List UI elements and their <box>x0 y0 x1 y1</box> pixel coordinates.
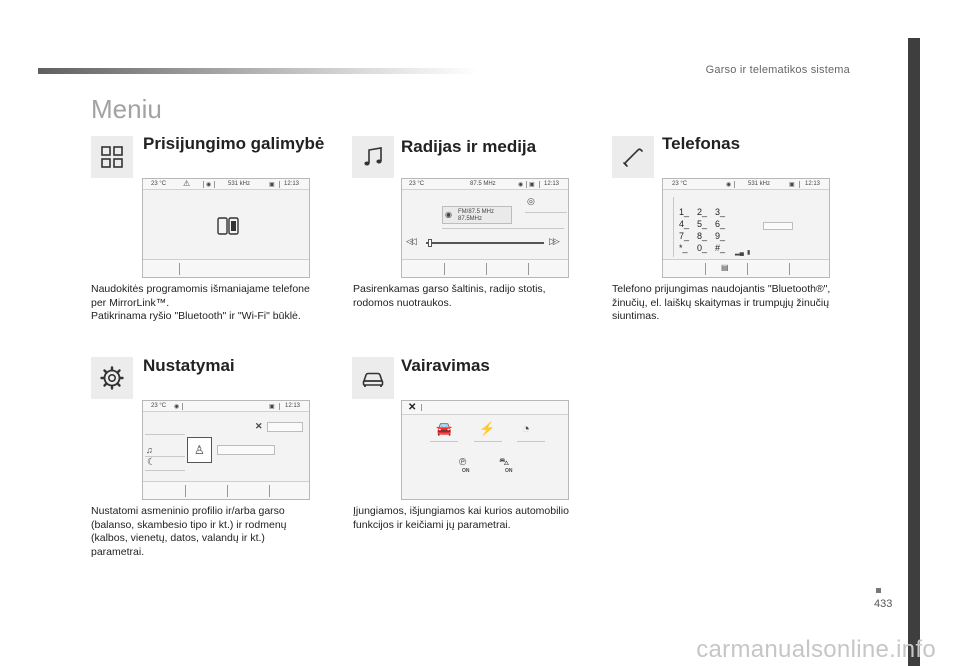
settings-description: Nustatomi asmeninio profilio ir/arba garso (balanso, skambesio tipo ir kt.) ir rodmenų (kalbos, vienetų, datos, valandų ir kt.) parametrai. <box>91 505 287 558</box>
radio-signal-icon: ◉ <box>206 182 212 188</box>
page-heading: Meniu <box>91 94 162 124</box>
phone-icon-box[interactable] <box>612 136 654 178</box>
station-line-2: 87.5MHz <box>458 216 483 222</box>
line <box>517 441 545 442</box>
temp-readout: 23 °C <box>409 181 425 187</box>
audio-settings-icon[interactable]: ♫ <box>146 445 153 455</box>
divider <box>486 263 487 275</box>
grid-icon <box>99 144 125 170</box>
on-label-2: ON <box>505 468 513 474</box>
car-function-icon[interactable]: 🚘 <box>436 421 453 436</box>
freq-readout: 87.5 MHz <box>470 181 496 187</box>
music-note-icon <box>360 144 386 170</box>
separator <box>279 181 280 188</box>
gauge-icon[interactable]: ◔ <box>522 421 530 436</box>
keypad-key-0[interactable]: 0_ <box>697 243 708 253</box>
driving-icon-box[interactable] <box>352 357 394 399</box>
radio-signal-icon: ◉ <box>518 182 524 188</box>
connectivity-description: Naudokitės programomis išmaniajame telefone per MirrorLink™. Patikrinama ryšio "Bluetooth" ir "Wi-Fi" būklė. <box>91 283 310 322</box>
sidebar-bar <box>908 38 920 666</box>
freq-readout: 531 kHz <box>748 181 771 187</box>
divider <box>747 263 748 275</box>
divider <box>185 485 186 497</box>
keypad-key-8[interactable]: 8_ <box>697 231 708 241</box>
parking-assist-icon[interactable]: ℗ <box>459 457 467 468</box>
temp-readout: 23 °C <box>672 181 688 187</box>
radio-signal-icon: ◉ <box>726 182 732 188</box>
keypad-key-2[interactable]: 2_ <box>697 207 708 217</box>
seek-forward-icon[interactable]: ▷▷ <box>549 236 557 246</box>
page-number: 433 <box>874 598 893 610</box>
separator <box>203 181 204 188</box>
separator <box>421 404 422 411</box>
status-bar <box>663 179 829 190</box>
settings-title: Nustatymai <box>143 356 235 375</box>
time-readout: 12:13 <box>284 181 300 187</box>
phone-handset-icon <box>620 144 646 170</box>
divider <box>269 485 270 497</box>
header-title: Garso ir telematikos sistema <box>705 64 850 76</box>
divider <box>227 485 228 497</box>
settings-icon-box[interactable] <box>91 357 133 399</box>
line <box>474 441 502 442</box>
keypad-key-star[interactable]: *_ <box>679 243 688 253</box>
line <box>525 212 567 213</box>
frequency-slider[interactable] <box>426 242 544 244</box>
separator <box>799 181 800 188</box>
time-readout: 12:13 <box>544 181 560 187</box>
media-icon: ▣ <box>529 182 535 188</box>
contacts-icon[interactable]: ▤ <box>721 263 729 272</box>
keypad-key-5[interactable]: 5_ <box>697 219 708 229</box>
station-line-1: FM/87.5 MHz <box>458 209 495 215</box>
connectivity-title: Prisijungimo galimybė <box>143 134 325 153</box>
watermark: carmanualsonline.info <box>696 636 936 663</box>
keypad-divider <box>673 197 674 257</box>
signal-strength-icon: ▂▄ <box>735 250 744 256</box>
bottom-bar <box>143 259 309 277</box>
connectivity-screen <box>142 178 310 278</box>
gear-icon <box>99 365 125 391</box>
status-bar <box>143 179 309 190</box>
media-icon: ▣ <box>789 182 795 188</box>
slider-handle[interactable] <box>428 239 432 247</box>
separator <box>526 181 527 188</box>
divider <box>444 263 445 275</box>
radio-signal-icon: ◉ <box>174 404 180 410</box>
line <box>145 434 185 435</box>
moon-icon[interactable]: ☾ <box>147 457 156 468</box>
mirrorlink-icon[interactable] <box>216 215 240 237</box>
close-icon[interactable]: ✕ <box>255 421 263 431</box>
status-bar <box>402 179 568 190</box>
driving-description: Įjungiamos, išjungiamos kai kurios automobilio funkcijos ir keičiami jų parametrai. <box>353 505 569 531</box>
separator <box>279 403 280 410</box>
temp-readout: 23 °C <box>151 403 167 409</box>
car-icon <box>360 365 386 391</box>
radio-title: Radijas ir medija <box>401 137 537 156</box>
driving-title: Vairavimas <box>401 356 490 375</box>
on-label-1: ON <box>462 468 470 474</box>
close-icon[interactable]: ✕ <box>408 402 417 413</box>
header-gradient-line <box>38 68 478 74</box>
profile-icon: ♙ <box>194 443 205 457</box>
connectivity-icon-box[interactable] <box>91 136 133 178</box>
phone-title: Telefonas <box>662 134 741 153</box>
profile-button[interactable] <box>187 437 212 463</box>
seek-back-icon[interactable]: ◁◁ <box>406 236 414 246</box>
temp-readout: 23 °C <box>151 181 167 187</box>
divider <box>705 263 706 275</box>
phone-description: Telefono prijungimas naudojantis "Bluetooth®", žinučių, el. laiškų skaitymas ir trumpųjų žinučių siuntimas. <box>612 283 831 322</box>
keypad-key-1[interactable]: 1_ <box>679 207 690 217</box>
line <box>430 441 458 442</box>
number-field[interactable] <box>763 222 793 230</box>
page-marker <box>876 588 881 593</box>
line <box>145 470 185 471</box>
bottom-bar <box>663 259 829 277</box>
settings-field-middle[interactable] <box>217 445 275 455</box>
time-readout: 12:13 <box>805 181 821 187</box>
radio-icon-box[interactable] <box>352 136 394 178</box>
line <box>442 228 564 229</box>
bottom-bar <box>143 481 309 499</box>
separator <box>734 181 735 188</box>
settings-screen <box>142 400 310 500</box>
separator <box>539 181 540 188</box>
driving-screen <box>401 400 569 500</box>
antenna-icon[interactable]: ◎ <box>527 196 535 206</box>
divider <box>179 263 180 275</box>
lane-assist-icon[interactable]: ⛍ <box>499 457 510 468</box>
radio-description: Pasirenkamas garso šaltinis, radijo stotis, rodomos nuotraukos. <box>353 283 546 309</box>
media-icon: ▣ <box>269 182 275 188</box>
separator <box>182 403 183 410</box>
phone-screen <box>662 178 830 278</box>
keypad-key-hash[interactable]: #_ <box>715 243 726 253</box>
separator <box>214 181 215 188</box>
keypad <box>679 207 739 253</box>
media-icon: ▣ <box>269 404 275 410</box>
divider <box>528 263 529 275</box>
keypad-key-4[interactable]: 4_ <box>679 219 690 229</box>
divider <box>789 263 790 275</box>
station-card[interactable] <box>442 206 512 224</box>
radio-screen <box>401 178 569 278</box>
keypad-key-7[interactable]: 7_ <box>679 231 690 241</box>
freq-readout: 531 kHz <box>228 181 251 187</box>
bottom-bar <box>402 259 568 277</box>
driving-mode-icon[interactable]: ⚡ <box>479 421 496 436</box>
settings-field-top[interactable] <box>267 422 303 432</box>
battery-icon: ▮ <box>747 250 751 256</box>
status-bar <box>402 401 568 415</box>
status-bar <box>143 401 309 412</box>
warning-icon: ⚠ <box>183 179 191 188</box>
keypad-key-3[interactable]: 3_ <box>715 207 726 217</box>
keypad-key-6[interactable]: 6_ <box>715 219 726 229</box>
radio-wave-icon: ◉ <box>445 210 452 219</box>
time-readout: 12:13 <box>285 403 301 409</box>
keypad-key-9[interactable]: 9_ <box>715 231 726 241</box>
